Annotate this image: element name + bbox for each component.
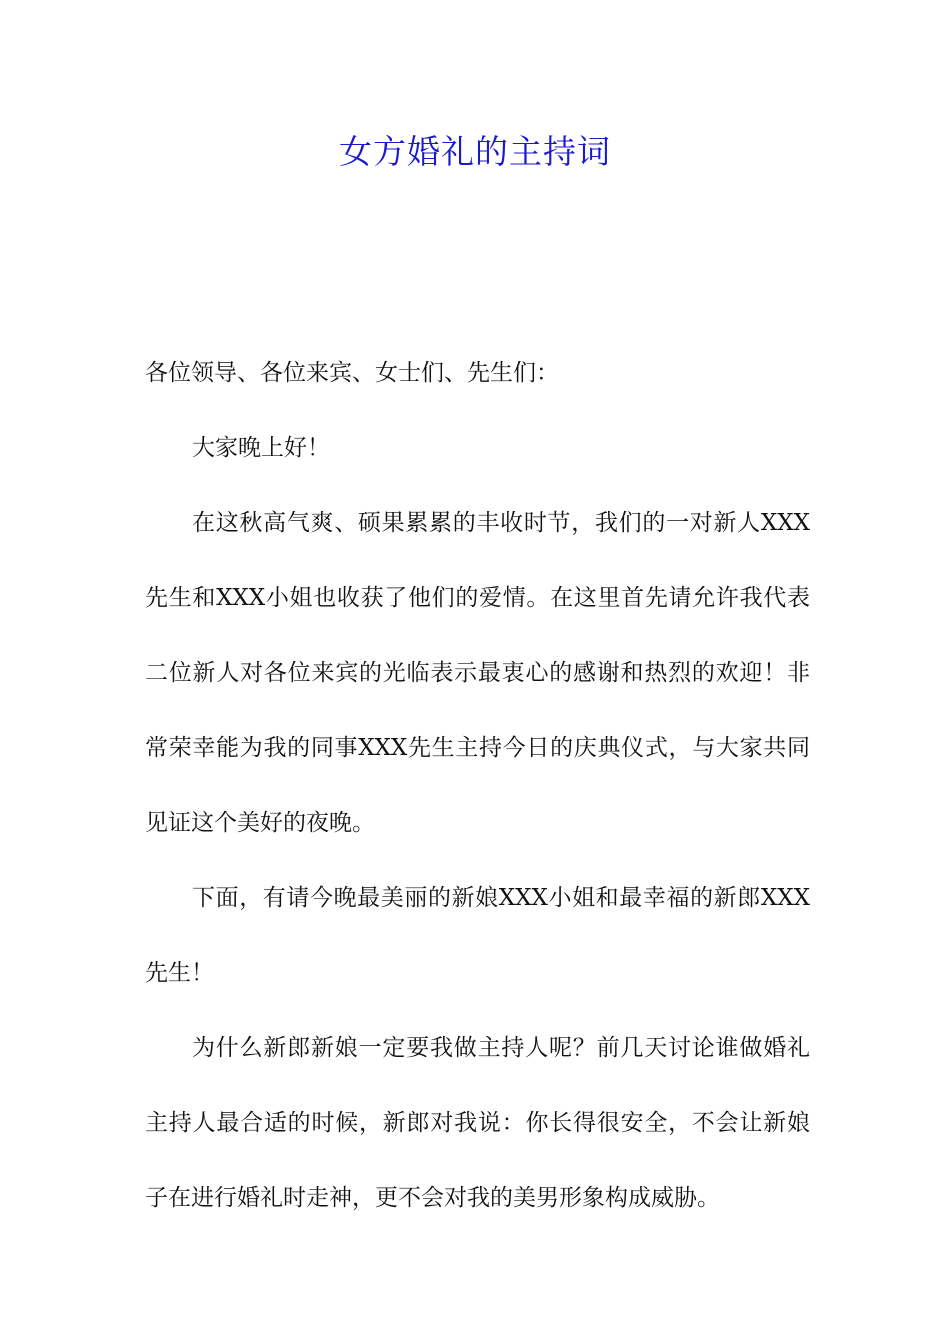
paragraph-greeting: 大家晚上好！: [192, 435, 330, 461]
paragraph-host-anecdote: 为什么新郎新娘一定要我做主持人呢？前几天讨论谁做婚礼主持人最合适的时候，新郎对我说：你长得很安全，不会让新娘子在进行婚礼时走神，更不会对我的美男形象构成威胁。: [145, 1035, 810, 1211]
paragraph-invite-couple: 下面，有请今晚最美丽的新娘XXX小姐和最幸福的新郎XXX先生！: [145, 885, 810, 986]
document-title: 女方婚礼的主持词: [339, 132, 611, 171]
paragraph-salutation: 各位领导、各位来宾、女士们、先生们：: [145, 360, 559, 386]
document-body: [145, 336, 810, 1236]
paragraph-welcome: 在这秋高气爽、硕果累累的丰收时节，我们的一对新人XXX先生和XXX小姐也收获了他们的爱情。在这里首先请允许我代表二位新人对各位来宾的光临表示最衷心的感谢和热烈的欢迎！非常荣幸能为我的同事XXX先生主持今日的庆典仪式，与大家共同见证这个美好的夜晚。: [145, 510, 810, 836]
